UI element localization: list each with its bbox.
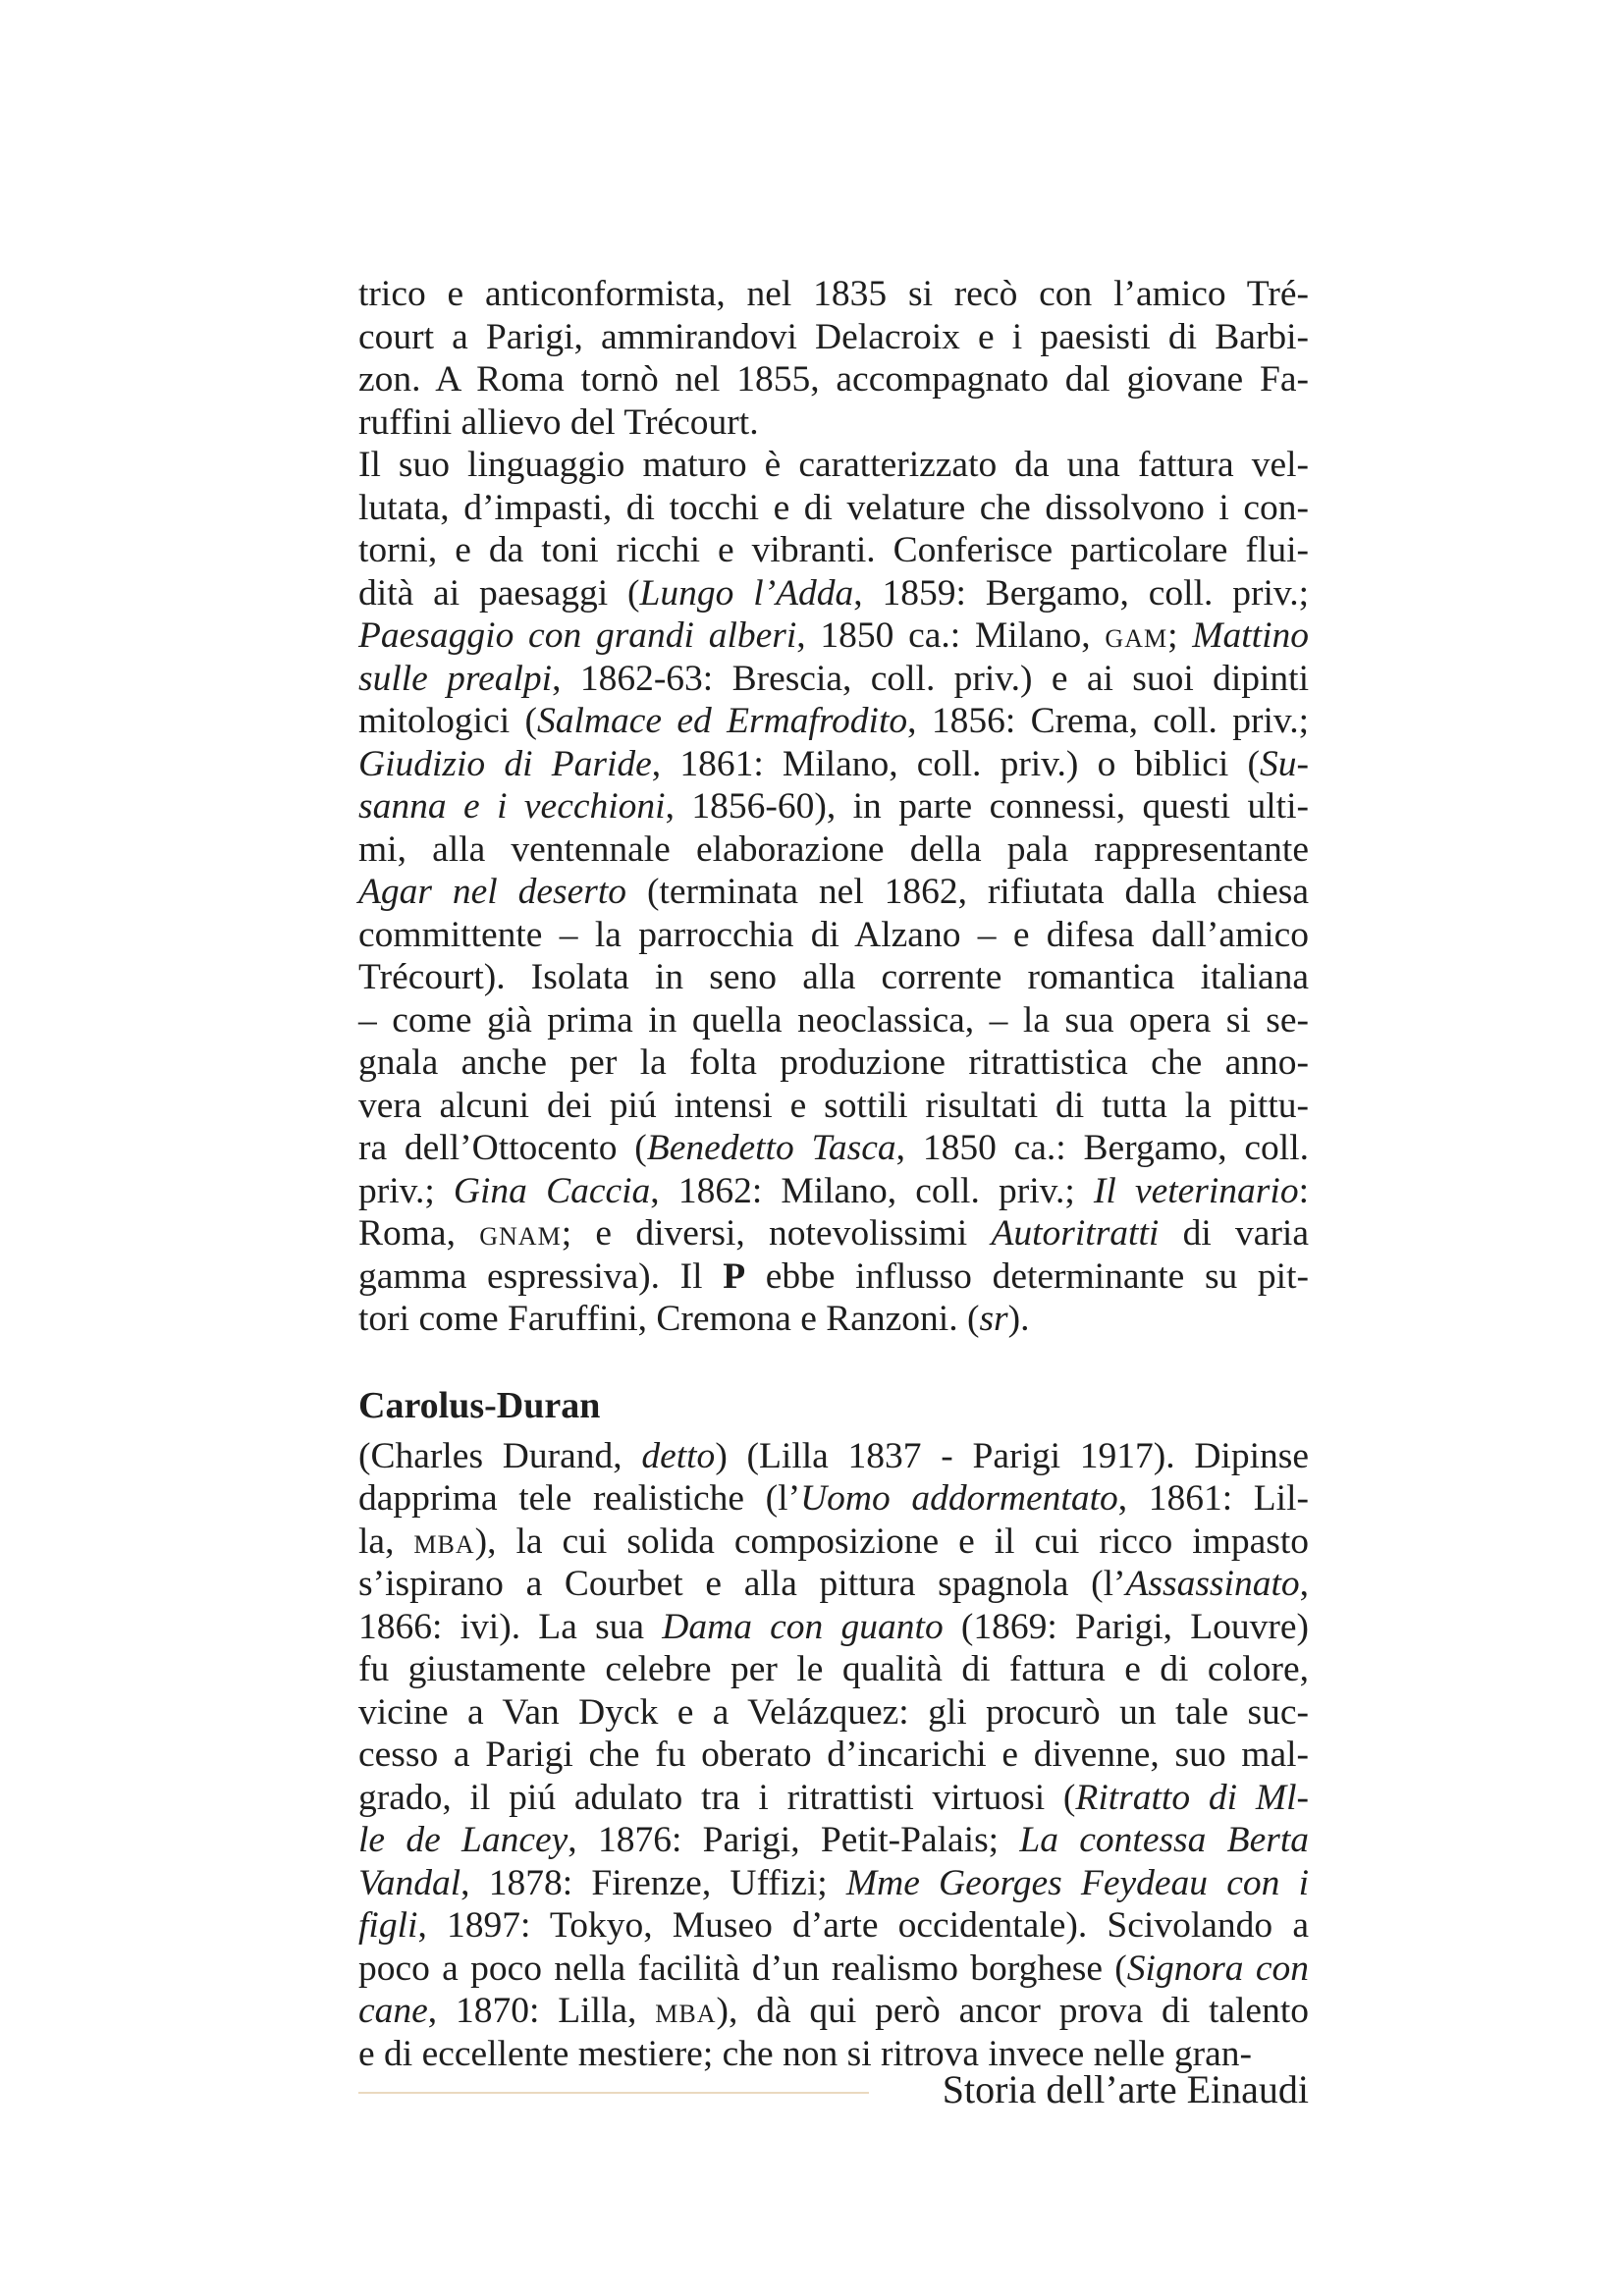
text-run: gam xyxy=(1105,615,1168,656)
text-run: Signora con xyxy=(1126,1948,1309,1989)
text-run: Su- xyxy=(1260,743,1309,784)
text-line xyxy=(358,828,1309,872)
text-line xyxy=(358,1521,1309,1564)
text-run: Il suo linguaggio maturo è caratterizzato da una fattura vel- xyxy=(358,445,1309,485)
text-run: mi, alla ventennale elaborazione della pala rappresentante xyxy=(358,828,1309,870)
text-line xyxy=(358,1990,1309,2033)
text-run: , 1897: Tokyo, Museo d’arte occidentale). Scivolando a xyxy=(417,1905,1309,1946)
text-run: (terminata nel 1862, rifiutata dalla chiesa xyxy=(626,872,1309,912)
text-line xyxy=(358,358,1309,401)
text-run: ), la cui solida composizione e il cui ricco impasto xyxy=(474,1521,1309,1562)
text-line xyxy=(358,1563,1309,1606)
text-run: , 1859: Bergamo, coll. priv.; xyxy=(853,572,1309,614)
text-run: Gina Caccia xyxy=(453,1170,651,1211)
text-line xyxy=(358,1435,1309,1478)
text-run: (1869: Parigi, Louvre) xyxy=(943,1606,1309,1647)
entry-text xyxy=(358,1435,1309,2076)
text-line xyxy=(358,999,1309,1042)
text-line xyxy=(358,614,1309,658)
text-run: Assassinato xyxy=(1125,1564,1300,1604)
text-run: Salmace ed Ermafrodito xyxy=(536,701,908,741)
text-run: tori come Faruffini, Cremona e Ranzoni. ( xyxy=(358,1299,980,1339)
text-run: sulle prealpi xyxy=(358,658,553,699)
text-line xyxy=(358,1734,1309,1777)
text-run: committente – la parrocchia di Alzano – e difesa dall’amico xyxy=(358,914,1309,955)
text-line xyxy=(358,316,1309,359)
text-run: Roma, xyxy=(358,1213,480,1254)
text-run: gamma espressiva). Il xyxy=(358,1255,724,1297)
text-run: P xyxy=(723,1255,746,1297)
text-run: Agar nel deserto xyxy=(358,872,627,912)
text-run: Giudizio di Paride xyxy=(358,743,652,784)
text-run: s’ispirano a Courbet e alla pittura spagnola (l’ xyxy=(358,1564,1126,1604)
text-run: Benedetto Tasca xyxy=(646,1128,896,1168)
text-run: mitologici ( xyxy=(358,701,537,741)
text-run: detto xyxy=(641,1435,716,1476)
text-line xyxy=(358,1819,1309,1862)
text-line xyxy=(358,914,1309,957)
text-line xyxy=(358,1948,1309,1991)
text-run: ) (Lilla 1837 - Parigi 1917). Dipinse xyxy=(715,1435,1309,1476)
text-run: Dama con guanto xyxy=(662,1606,944,1647)
text-line xyxy=(358,1212,1309,1255)
text-line xyxy=(358,1298,1309,1341)
text-run: ruffini allievo del Trécourt. xyxy=(358,401,759,443)
text-line xyxy=(358,1170,1309,1213)
text-run: La contessa Berta xyxy=(1019,1820,1309,1860)
text-run: fu giustamente celebre per le qualità di fattura e di colore, xyxy=(358,1649,1309,1689)
text-line xyxy=(358,1606,1309,1649)
text-run: dità ai paesaggi ( xyxy=(358,572,640,614)
text-run: grado, il piú adulato tra i ritrattisti virtuosi ( xyxy=(358,1777,1076,1818)
text-run: ; e diversi, notevolissimi xyxy=(561,1213,992,1254)
text-line xyxy=(358,785,1309,828)
text-run: , 1862: Milano, coll. priv.; xyxy=(650,1170,1094,1211)
text-run: dapprima tele realistiche (l’ xyxy=(358,1478,801,1519)
text-run: gnala anche per la folta produzione ritrattistica che anno- xyxy=(358,1042,1309,1083)
text-run: ), dà qui però ancor prova di talento xyxy=(716,1991,1309,2031)
text-line xyxy=(358,956,1309,999)
text-run: poco a poco nella facilità d’un realismo borghese ( xyxy=(358,1948,1127,1989)
text-line xyxy=(358,1777,1309,1820)
text-run: court a Parigi, ammirandovi Delacroix e i paesisti di Barbi- xyxy=(358,316,1309,357)
text-run: Ritratto di Ml- xyxy=(1075,1777,1309,1818)
text-line xyxy=(358,1041,1309,1085)
text-line xyxy=(358,1085,1309,1128)
text-column xyxy=(358,273,1309,2075)
text-run: Mattino xyxy=(1192,615,1310,656)
text-line xyxy=(358,871,1309,914)
text-line xyxy=(358,1904,1309,1948)
text-run: Mme Georges Feydeau con i xyxy=(845,1862,1309,1903)
text-run: , 1876: Parigi, Petit-Palais; xyxy=(568,1820,1020,1860)
entry-title: Carolus-Duran xyxy=(358,1384,601,1426)
text-run: Paesaggio con grandi alberi xyxy=(358,615,797,656)
text-line xyxy=(358,700,1309,743)
page-footer xyxy=(358,2065,1309,2114)
text-run: mba xyxy=(413,1521,475,1562)
text-run: , 1850 ca.: Milano, xyxy=(796,615,1106,656)
text-run: trico e anticonformista, nel 1835 si recò con l’amico Tré- xyxy=(358,274,1309,314)
text-run: gnam xyxy=(479,1213,562,1254)
footer-label: Storia dell’arte Einaudi xyxy=(942,2067,1309,2111)
text-run: : xyxy=(1298,1170,1309,1211)
text-run: cesso a Parigi che fu oberato d’incarichi e divenne, suo mal- xyxy=(358,1735,1309,1775)
text-run: Autoritratti xyxy=(991,1213,1160,1254)
text-run: di varia xyxy=(1159,1213,1309,1254)
text-run: lutata, d’impasti, di tocchi e di velature che dissolvono i con- xyxy=(358,487,1309,528)
text-line xyxy=(358,1477,1309,1521)
text-run: sr xyxy=(979,1299,1008,1339)
text-run: (Charles Durand, xyxy=(358,1435,642,1476)
text-run: Lungo l’Adda xyxy=(639,572,854,614)
continued-entry-text xyxy=(358,273,1309,1341)
text-line xyxy=(358,572,1309,615)
text-run: priv.; xyxy=(358,1170,454,1211)
text-run: e di eccellente mestiere; che non si ritrova invece nelle gran- xyxy=(358,2033,1252,2074)
text-run: figli xyxy=(358,1905,418,1946)
text-run: vicine a Van Dyck e a Velázquez: gli procurò un tale suc- xyxy=(358,1691,1309,1733)
text-run: mba xyxy=(655,1991,717,2031)
text-run: , 1861: Milano, coll. priv.) o biblici ( xyxy=(651,743,1260,784)
text-line xyxy=(358,487,1309,530)
text-run: ebbe influsso determinante su pit- xyxy=(745,1255,1310,1297)
text-run: Uomo addormentato xyxy=(800,1478,1118,1519)
text-line xyxy=(358,273,1309,316)
text-run: , xyxy=(1299,1564,1309,1604)
text-run: Trécourt). Isolata in seno alla corrente romantica italiana xyxy=(358,957,1309,997)
text-run: la, xyxy=(358,1521,414,1562)
text-line xyxy=(358,444,1309,487)
footer-rule xyxy=(358,2092,869,2094)
text-run: , 1856-60), in parte connessi, questi ulti- xyxy=(665,786,1309,827)
text-run: vera alcuni dei piú intensi e sottili risultati di tutta la pittu- xyxy=(358,1085,1309,1126)
text-run: , 1850 ca.: Bergamo, coll. xyxy=(895,1128,1310,1168)
text-run: ). xyxy=(1007,1299,1030,1339)
text-run: , 1862-63: Brescia, coll. priv.) e ai suoi dipinti xyxy=(552,658,1310,699)
text-line xyxy=(358,1127,1309,1170)
text-run: , 1878: Firenze, Uffizi; xyxy=(460,1862,846,1903)
text-line xyxy=(358,529,1309,572)
text-run: 1866: ivi). La sua xyxy=(358,1606,663,1647)
text-line xyxy=(358,1862,1309,1905)
text-run: , 1861: Lil- xyxy=(1117,1478,1309,1519)
text-run: – come già prima in quella neoclassica, – la sua opera si se- xyxy=(358,999,1309,1041)
text-line xyxy=(358,1255,1309,1299)
text-run: , 1856: Crema, coll. priv.; xyxy=(907,701,1309,741)
text-run: , 1870: Lilla, xyxy=(427,1991,656,2031)
text-run: Il veterinario xyxy=(1093,1170,1299,1211)
text-line xyxy=(358,743,1309,786)
text-run: Vandal xyxy=(358,1862,461,1903)
text-line xyxy=(358,1691,1309,1735)
text-run: cane xyxy=(358,1991,428,2031)
text-line xyxy=(358,401,1309,445)
text-run: le de Lancey xyxy=(358,1820,568,1860)
text-run: ra dell’Ottocento ( xyxy=(358,1128,647,1168)
text-run: sanna e i vecchioni xyxy=(358,786,666,827)
text-line xyxy=(358,658,1309,701)
text-run: zon. A Roma tornò nel 1855, accompagnato dal giovane Fa- xyxy=(358,359,1309,400)
text-line xyxy=(358,1648,1309,1691)
text-run: torni, e da toni ricchi e vibranti. Conferisce particolare flui- xyxy=(358,530,1309,570)
text-run: ; xyxy=(1167,615,1193,656)
